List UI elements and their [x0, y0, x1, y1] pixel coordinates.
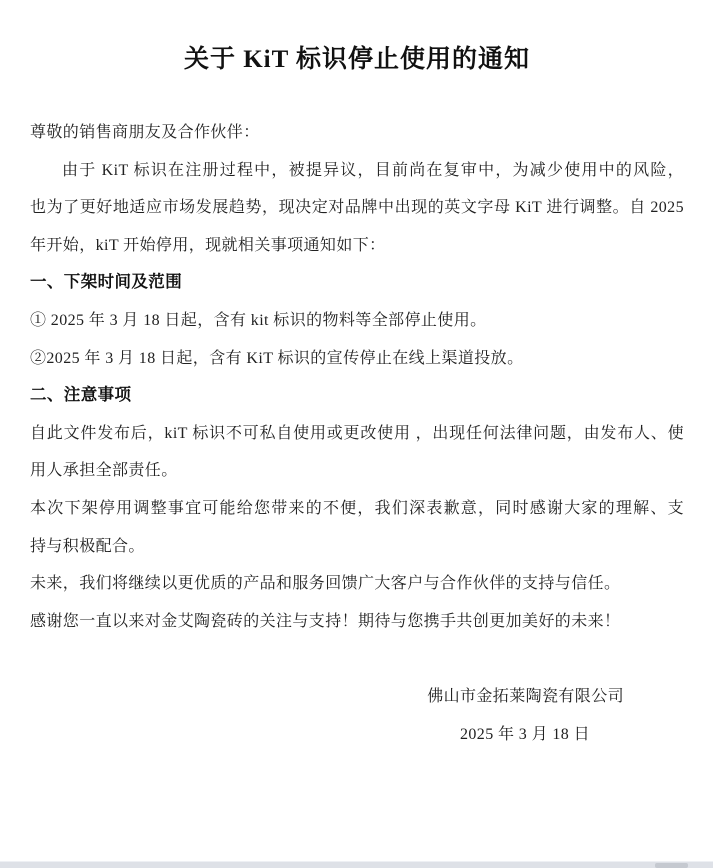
notes-para4: 感谢您一直以来对金艾陶瓷砖的关注与支持！期待与您携手共创更加美好的未来！ — [30, 612, 621, 630]
takedown-item-2: ②2025 年 3 月 18 日起，含有 KiT 标识的宣传停止在线上渠道投放。 — [30, 349, 524, 367]
section-notes-heading: 二、注意事项 — [30, 386, 132, 405]
notes-para2-line-2: 持与积极配合。 — [30, 537, 145, 555]
scrollbar-thumb[interactable] — [655, 863, 688, 868]
notes-para1-line-2: 用人承担全部责任。 — [30, 462, 178, 480]
greeting-line: 尊敬的销售商朋友及合作伙伴： — [30, 124, 260, 141]
section-takedown-heading: 一、下架时间及范围 — [30, 273, 183, 292]
notes-para3: 未来，我们将继续以更优质的产品和服务回馈广大客户与合作伙伴的支持与信任。 — [30, 575, 621, 593]
signature-company: 佛山市金拓莱陶瓷有限公司 — [427, 687, 624, 705]
spacer-line — [30, 640, 684, 678]
signature-date: 2025 年 3 月 18 日 — [460, 725, 590, 743]
intro-line-1: 由于 KiT 标识在注册过程中，被提异议，目前尚在复审中，为减少使用中的风险， — [62, 161, 684, 179]
notes-para1-line-1: 自此文件发布后，kiT 标识不可私自使用或更改使用 ，出现任何法律问题，由发布人、使 — [30, 424, 684, 442]
intro-line-2: 也为了更好地适应市场发展趋势，现决定对品牌中出现的英文字母 KiT 进行调整。自 2025 — [30, 199, 684, 217]
horizontal-scrollbar[interactable] — [0, 861, 713, 868]
notes-para2-line-1: 本次下架停用调整事宜可能给您带来的不便，我们深表歉意，同时感谢大家的理解、支 — [30, 499, 684, 517]
notice-title: 关于 KiT 标识停止使用的通知 — [183, 46, 531, 73]
takedown-item-1: ① 2025 年 3 月 18 日起，含有 kit 标识的物料等全部停止使用。 — [30, 311, 487, 329]
intro-line-3: 年开始，kiT 开始停用，现就相关事项通知如下： — [30, 236, 386, 254]
